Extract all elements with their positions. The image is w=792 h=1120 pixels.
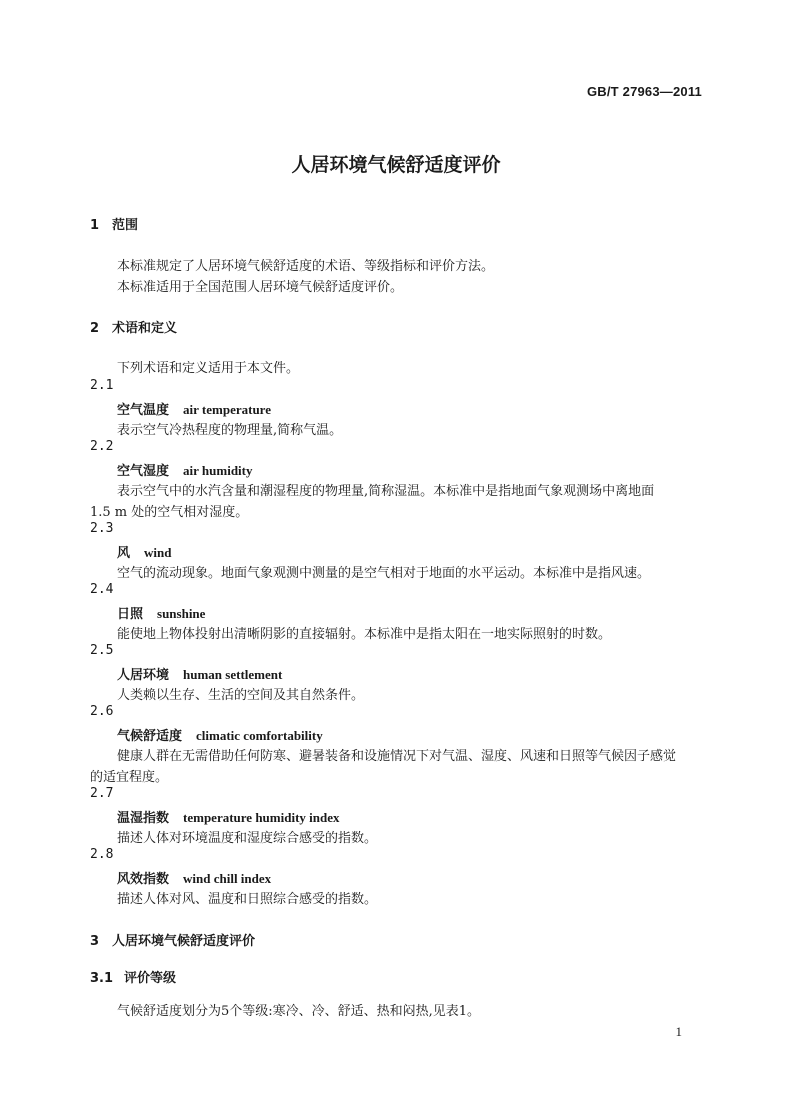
term-number: 2.4 — [90, 582, 114, 597]
section-number: 2 — [90, 321, 100, 336]
term-definition-continued: 的适宜程度。 — [90, 770, 169, 785]
section-number: 3 — [90, 934, 100, 949]
term-number: 2.3 — [90, 521, 114, 536]
term-definition: 空气的流动现象。地面气象观测中测量的是空气相对于地面的水平运动。本标准中是指风速。 — [117, 566, 651, 581]
term-chinese: 空气温度 — [117, 403, 170, 418]
term-english: air temperature — [183, 402, 271, 417]
term-english: air humidity — [183, 463, 253, 478]
paragraph: 气候舒适度划分为5个等级:寒冷、冷、舒适、热和闷热,见表1。 — [117, 1004, 481, 1019]
section-1-heading — [90, 214, 138, 233]
term-english: temperature humidity index — [183, 810, 340, 825]
term-english: sunshine — [157, 606, 206, 621]
paragraph: 本标准规定了人居环境气候舒适度的术语、等级指标和评价方法。 — [117, 259, 495, 274]
term-english: climatic comfortability — [196, 728, 323, 743]
term-chinese: 温湿指数 — [117, 811, 170, 826]
term-definition: 健康人群在无需借助任何防寒、避暑装备和设施情况下对气温、湿度、风速和日照等气候因子感觉 — [117, 749, 677, 764]
term-chinese: 风效指数 — [117, 872, 170, 887]
paragraph: 本标准适用于全国范围人居环境气候舒适度评价。 — [117, 280, 404, 295]
section-title: 范围 — [112, 218, 139, 233]
page-number: 1 — [675, 1024, 682, 1039]
term-definition: 表示空气中的水汽含量和潮湿程度的物理量,简称湿温。本标准中是指地面气象观测场中离地面 — [117, 484, 655, 499]
section-3-heading — [90, 930, 255, 949]
subsection-number: 3.1 — [90, 971, 114, 986]
term-number: 2.2 — [90, 439, 114, 454]
term-heading — [117, 460, 252, 479]
term-number: 2.5 — [90, 643, 114, 658]
term-heading — [117, 399, 271, 418]
term-definition: 能使地上物体投射出清晰阴影的直接辐射。本标准中是指太阳在一地实际照射的时数。 — [117, 627, 612, 642]
term-number: 2.1 — [90, 378, 114, 393]
term-definition-continued: 1.5 m 处的空气相对湿度。 — [90, 505, 249, 520]
term-english: human settlement — [183, 667, 283, 682]
term-number: 2.8 — [90, 847, 114, 862]
term-definition: 人类赖以生存、生活的空间及其自然条件。 — [117, 688, 365, 703]
term-definition: 描述人体对风、温度和日照综合感受的指数。 — [117, 892, 378, 907]
section-2-heading — [90, 317, 177, 336]
term-chinese: 空气湿度 — [117, 464, 170, 479]
term-definition: 表示空气冷热程度的物理量,简称气温。 — [117, 423, 343, 438]
subsection-3-1-heading — [90, 967, 176, 986]
term-heading — [117, 725, 323, 744]
term-english: wind — [144, 545, 172, 560]
document-title: 人居环境气候舒适度评价 — [291, 154, 501, 176]
term-chinese: 风 — [117, 546, 131, 561]
subsection-title: 评价等级 — [124, 971, 177, 986]
section-title: 术语和定义 — [112, 321, 178, 336]
term-number: 2.6 — [90, 704, 114, 719]
term-chinese: 气候舒适度 — [117, 729, 183, 744]
term-heading — [117, 868, 271, 887]
term-chinese: 人居环境 — [117, 668, 170, 683]
term-heading — [117, 603, 205, 622]
term-heading — [117, 807, 340, 826]
term-definition: 描述人体对环境温度和湿度综合感受的指数。 — [117, 831, 378, 846]
term-english: wind chill index — [183, 871, 272, 886]
term-number: 2.7 — [90, 786, 114, 801]
term-heading — [117, 664, 282, 683]
paragraph: 下列术语和定义适用于本文件。 — [117, 361, 300, 376]
section-number: 1 — [90, 218, 100, 233]
term-chinese: 日照 — [117, 607, 144, 622]
standard-number: GB/T 27963—2011 — [586, 84, 702, 99]
section-title: 人居环境气候舒适度评价 — [112, 934, 256, 949]
term-heading — [117, 542, 171, 561]
